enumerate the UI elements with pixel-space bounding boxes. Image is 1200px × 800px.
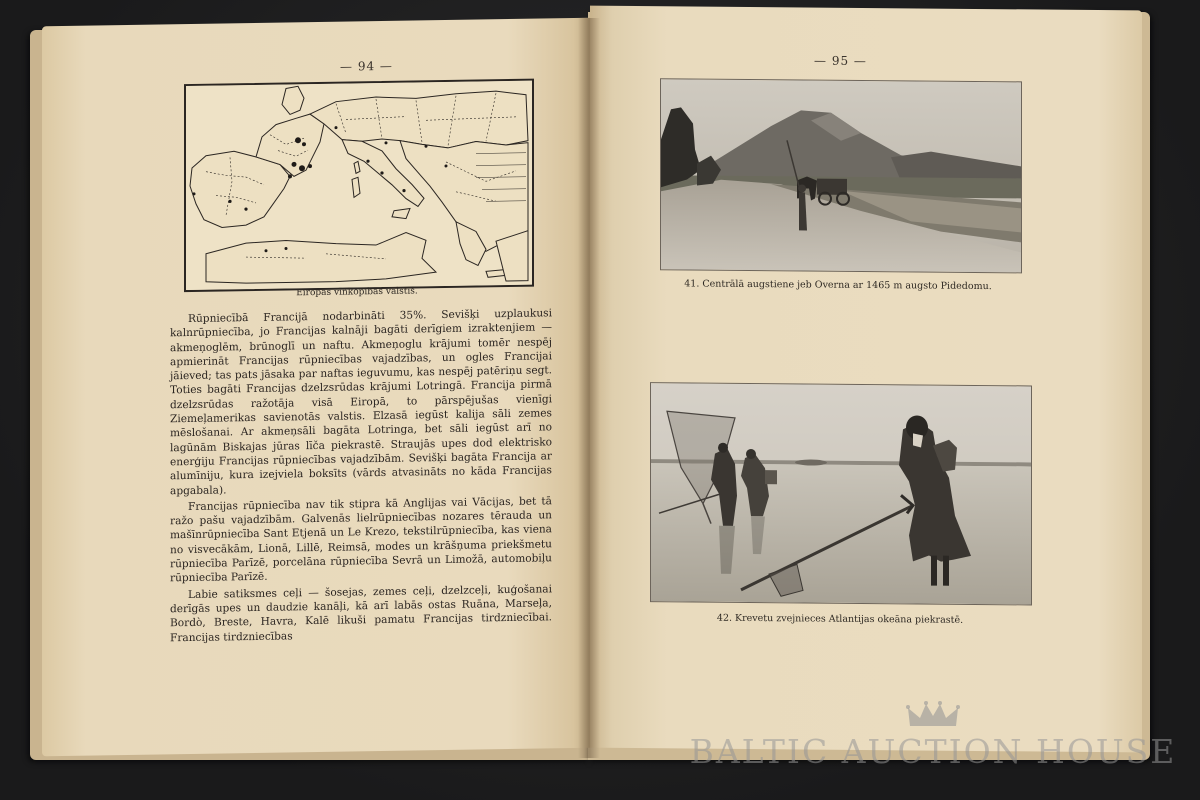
book-gutter — [578, 18, 600, 758]
paragraph-manufacturing: Francijas rūpniecība nav tik stipra kā Anglijas vai Vācijas, bet tā ražo pašu vajadzībām. Galvenās lielrūpniecības nozares tērauda un mašīnrūpniecība Sant Etjenā un Le Krezo, tekstilrūpniecība, kas viena no visvecākām, Lionā, Lillē, Reimsā, modes un krāšņuma priekšmetu rūpniecība Parīzē, porcelāna rūpniecība Sevrā un Limožā, automobiļu rūpniecība Parīzē. — [170, 495, 552, 585]
watermark — [688, 700, 1178, 780]
europe-map-graphic — [186, 81, 532, 290]
shrimp-fishers-image — [651, 383, 1031, 604]
photo-caption-41: 41. Centrālā augstiene jeb Overna ar 1465 m augsto Pidedomu. — [684, 278, 992, 293]
watermark-text: BALTIC AUCTION HOUSE — [689, 732, 1177, 771]
body-text — [170, 306, 552, 645]
left-page — [42, 18, 590, 757]
page-number-left: — 94 — — [340, 58, 393, 74]
right-page — [590, 6, 1142, 753]
photo-shrimp-fishers — [650, 382, 1032, 605]
photo-caption-42: 42. Krevetu zvejnieces Atlantijas okeāna piekrastē. — [716, 612, 964, 626]
mountain-road-image — [661, 79, 1021, 272]
paragraph-industry: Rūpniecībā Francijā nodarbināti 35%. Sevišķi uzplaukusi kalnrūpniecība, jo Francijas kalnāji bagāti derīgiem izraktenjiem — akmeņoglēm, brūnoglī un naftu. Akmeņoglu krājumi tomēr nespēj apmierināt Francijas rūpniecības vajadzības, un ogles Francijai jāieved; tas pats jāsaka par naftas ieguvumu, kas nespēj patēriņu segt. Toties bagāti Francijas dzelzsrūdas krājumi Lotringā. Francija pirmā dzelzsrūdas ražotāja visā Eiropā, to pārspējušas vienīgi Ziemeļamerikas savienotās valstis. Elzasā iegūst kalija sāli zemes mēslošanai. Ar akmeņsāli bagāta Lotringa, bet sāli iegūst arī no lagūnām Biskajas jūras līča piekrastē. Straujās upes dod elektrisko enerģiju Francijas rūpniecības vajadzībām. Sevišķi bagāta Francija ar alumīniju, kura izejviela boksīts (vārds atvasināts no kāda Francijas apgabala). — [170, 307, 552, 497]
europe-wine-map — [184, 79, 534, 292]
crown-icon — [906, 700, 960, 730]
open-book — [30, 8, 1150, 778]
page-number-right: — 95 — — [814, 53, 867, 69]
photo-mountain-road — [660, 78, 1022, 273]
paragraph-transport: Labie satiksmes ceļi — šosejas, zemes ceļi, dzelzceļi, kuģošanai derīgās upes un daudzie kanāļi, kā arī labās ostas Ruāna, Marseļa, Bordò, Breste, Havra, Kalē likuši pamatu Francijas tirdzniecībai. Francijas tirdzniecības — [170, 582, 552, 644]
map-caption: Eiropas vīnkopības valstis. — [296, 286, 418, 299]
